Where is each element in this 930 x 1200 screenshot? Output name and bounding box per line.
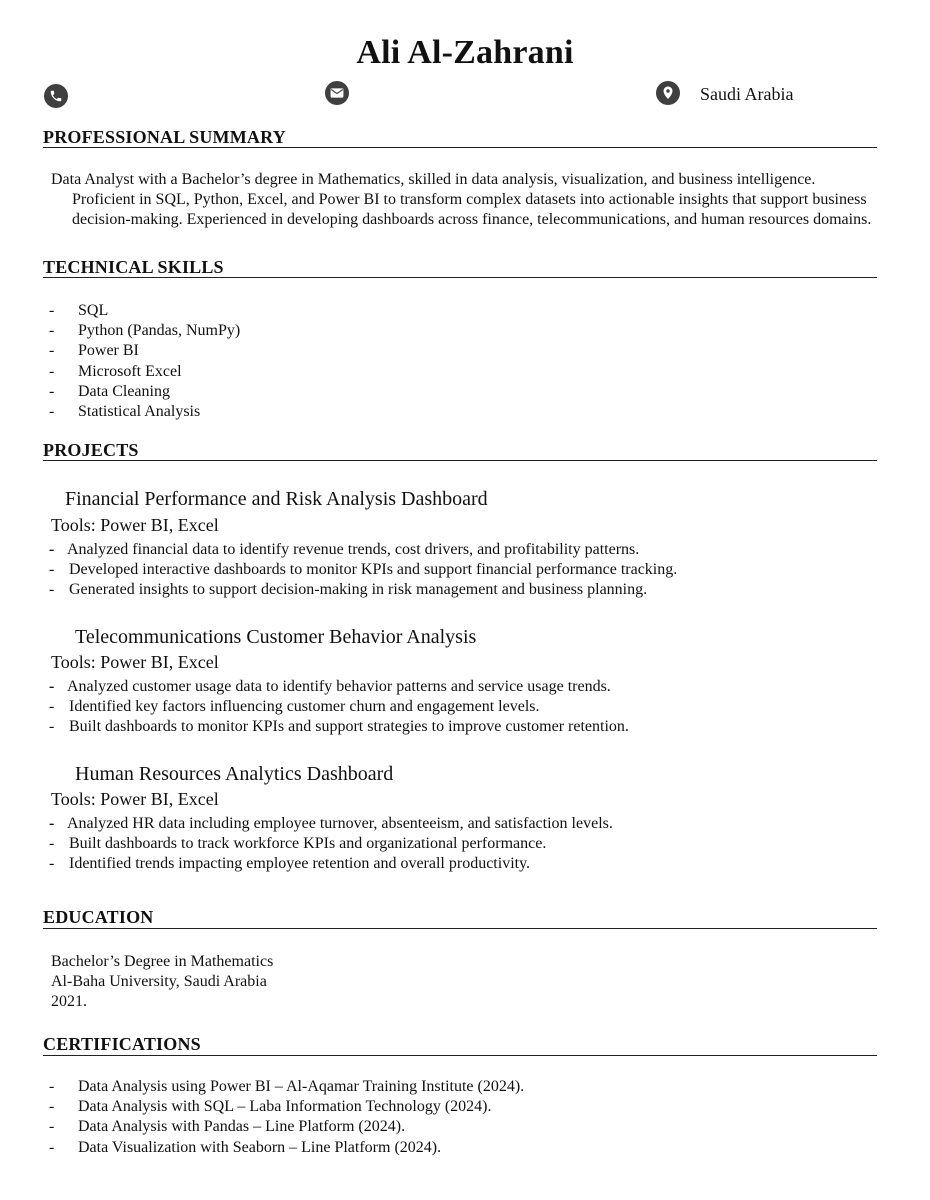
project-bullet: - Generated insights to support decision-making in risk management and business planning. (49, 580, 677, 600)
education-heading: EDUCATION (43, 907, 154, 927)
phone-icon (44, 84, 68, 108)
project-tools: Tools: Power BI, Excel (51, 515, 219, 535)
project-title: Human Resources Analytics Dashboard (75, 763, 394, 785)
project-bullet: - Developed interactive dashboards to monitor KPIs and support financial performance tracking. (49, 560, 677, 580)
skill-item: - Microsoft Excel (49, 362, 240, 382)
project-tools: Tools: Power BI, Excel (51, 652, 219, 672)
project-bullet: - Built dashboards to monitor KPIs and support strategies to improve customer retention. (49, 717, 629, 737)
email-icon (325, 81, 349, 105)
education-year: 2021. (51, 993, 87, 1010)
project-bullet: - Identified key factors influencing customer churn and engagement levels. (49, 697, 629, 717)
candidate-name: Ali Al-Zahrani (356, 34, 574, 71)
project-bullets (49, 814, 613, 874)
project-tools: Tools: Power BI, Excel (51, 789, 219, 809)
location-text: Saudi Arabia (700, 84, 794, 104)
project-title: Telecommunications Customer Behavior Analysis (75, 626, 477, 648)
certification-item: - Data Analysis using Power BI – Al-Aqamar Training Institute (2024). (49, 1077, 524, 1097)
project-bullets (49, 677, 629, 737)
skills-divider (43, 277, 877, 278)
project-title: Financial Performance and Risk Analysis Dashboard (65, 488, 488, 510)
project-bullet: - Analyzed HR data including employee turnover, absenteeism, and satisfaction levels. (49, 814, 613, 834)
skills-heading: TECHNICAL SKILLS (43, 257, 224, 277)
projects-divider (43, 460, 877, 461)
summary-continuation: Proficient in SQL, Python, Excel, and Power BI to transform complex datasets into actionable insights that support business decision-making. Experienced in developing dashboards across finance, telecommunications, and human resources domains. (72, 190, 872, 228)
project-bullet: - Analyzed customer usage data to identify behavior patterns and service usage trends. (49, 677, 629, 697)
project-bullets (49, 540, 677, 600)
skill-item: - Data Cleaning (49, 382, 240, 402)
certification-item: - Data Analysis with SQL – Laba Information Technology (2024). (49, 1097, 524, 1117)
education-degree: Bachelor’s Degree in Mathematics (51, 953, 274, 970)
education-block (51, 952, 273, 1012)
location-pin-icon (656, 81, 680, 105)
summary-heading: PROFESSIONAL SUMMARY (43, 127, 286, 147)
skill-item: - SQL (49, 301, 240, 321)
education-school: Al-Baha University, Saudi Arabia (51, 973, 267, 990)
skill-item: - Statistical Analysis (49, 402, 240, 422)
certifications-heading: CERTIFICATIONS (43, 1034, 201, 1054)
summary-line-1: Data Analyst with a Bachelor’s degree in Mathematics, skilled in data analysis, visualization, and business intelligence. (51, 171, 816, 188)
education-divider (43, 928, 877, 929)
projects-heading: PROJECTS (43, 440, 139, 460)
certifications-divider (43, 1055, 877, 1056)
skills-list (49, 301, 240, 422)
certification-item: - Data Analysis with Pandas – Line Platform (2024). (49, 1117, 524, 1137)
summary-divider (43, 147, 877, 148)
summary-text (51, 170, 876, 229)
skill-item: - Python (Pandas, NumPy) (49, 321, 240, 341)
certifications-list (49, 1077, 524, 1158)
project-bullet: - Analyzed financial data to identify revenue trends, cost drivers, and profitability patterns. (49, 540, 677, 560)
certification-item: - Data Visualization with Seaborn – Line Platform (2024). (49, 1138, 524, 1158)
skill-item: - Power BI (49, 341, 240, 361)
project-bullet: - Built dashboards to track workforce KPIs and organizational performance. (49, 834, 613, 854)
project-bullet: - Identified trends impacting employee retention and overall productivity. (49, 854, 613, 874)
